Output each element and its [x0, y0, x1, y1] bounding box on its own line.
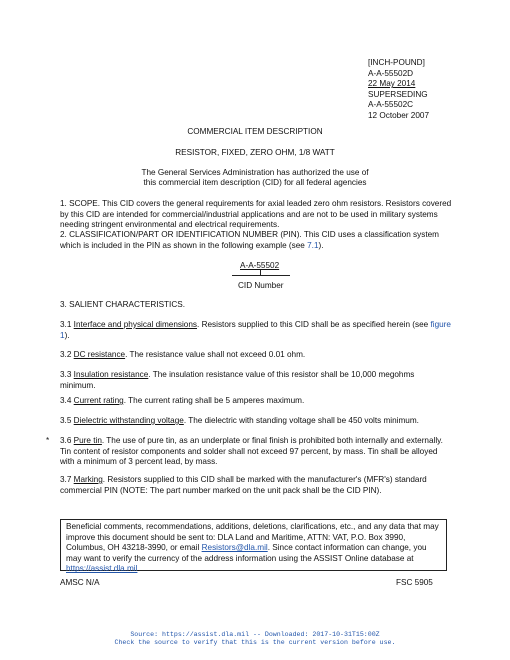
superseding-label: SUPERSEDING — [368, 89, 428, 99]
comments-text: Beneficial comments, recommendations, additions, deletions, clarifications, etc., and any data that may improve this document should be sent to: DLA Land and Maritime, ATTN: VAT, P.O. Box 3990, Columbus, OH 43218-3990, or email — [66, 522, 439, 553]
pin-pointer-line — [232, 275, 290, 276]
comments-text-2: . Since contact information can change, you may want to verify the currency of the address information using the ASSIST Online database at — [66, 543, 427, 563]
section-heading: Marking — [73, 475, 103, 484]
section-number: 3.7 — [60, 475, 74, 484]
change-marker: * — [46, 436, 50, 445]
section-heading: DC resistance — [73, 350, 126, 359]
doc-type-title: COMMERCIAL ITEM DESCRIPTION — [187, 127, 323, 136]
section-3-3 — [60, 370, 452, 391]
fsc-label: FSC 5905 — [396, 578, 433, 587]
document-date: 22 May 2014 — [368, 79, 416, 89]
doc-title: RESISTOR, FIXED, ZERO OHM, 1/8 WATT — [175, 148, 335, 157]
classification-paragraph — [60, 230, 452, 251]
assist-url-link[interactable]: https://assist.dla.mil — [66, 564, 138, 574]
document-header — [368, 58, 488, 122]
section-3-7 — [60, 475, 452, 496]
section-text: . The dielectric with standing voltage shall be 450 volts minimum. — [183, 416, 419, 425]
section-3-1 — [60, 320, 452, 341]
pin-label: CID Number — [238, 281, 284, 290]
email-link[interactable]: Resistors@dla.mil — [201, 543, 268, 553]
section-heading: Dielectric withstanding voltage — [73, 416, 184, 425]
section-tail: ). — [64, 330, 70, 340]
section-text: . The current rating shall be 5 amperes maximum. — [123, 396, 305, 405]
section-text: . Resistors supplied to this CID shall be as specified herein (see — [197, 320, 431, 329]
section-number: 3.6 — [60, 436, 74, 445]
salient-heading: 3. SALIENT CHARACTERISTICS. — [60, 300, 185, 309]
section-text: . The insulation resistance value of this resistor shall be 10,000 megohms minimum. — [60, 370, 415, 390]
section-text: . The resistance value shall not exceed 0.01 ohm. — [125, 350, 306, 359]
section-heading: Current rating — [73, 396, 124, 405]
section-7-1-link[interactable]: 7.1 — [307, 240, 319, 250]
figure-1-link[interactable]: figure 1 — [60, 320, 451, 340]
section-3-5 — [60, 416, 452, 427]
section-heading: Interface and physical dimensions — [73, 320, 198, 329]
section-3-4 — [60, 396, 452, 407]
amsc-label: AMSC N/A — [60, 578, 100, 587]
pin-example-value: A-A-55502 — [240, 261, 280, 270]
section-number: 3.3 — [60, 370, 74, 379]
section-heading: Insulation resistance — [73, 370, 149, 379]
scope-paragraph: 1. SCOPE. This CID covers the general requirements for axial leaded zero ohm resistors. Resistors covered by this CID are intended for commercial/industrial applications and are not to be used in military systems needing stringent environmental and electrical requirements. — [60, 199, 452, 230]
verify-footer: Check the source to verify that this is the current version before use. — [114, 639, 396, 646]
section-number: 3.4 — [60, 396, 74, 405]
comments-text-3: . — [137, 564, 140, 574]
comments-box — [60, 519, 447, 574]
document-number: A-A-55502D — [368, 68, 414, 78]
section-3-6 — [60, 436, 452, 468]
classification-text: 2. CLASSIFICATION/PART OR IDENTIFICATION NUMBER (PIN). This CID uses a classification system which is included in the PIN as shown in the following example (see — [60, 230, 439, 250]
section-heading: Pure tin — [73, 436, 102, 445]
section-text: . Resistors supplied to this CID shall be marked with the manufacturer's (MFR's) standard commercial PIN (NOTE: The part number marked on the unit pack shall be the CID PIN). — [60, 475, 427, 495]
superseded-number: A-A-55502C — [368, 100, 414, 110]
inch-pound-label: [INCH-POUND] — [368, 58, 425, 67]
source-footer: Source: https://assist.dla.mil -- Downloaded: 2017-10-31T15:00Z — [130, 631, 380, 638]
section-number: 3.5 — [60, 416, 74, 425]
section-3-2 — [60, 350, 452, 361]
authorization-line-2: this commercial item description (CID) for all federal agencies — [143, 178, 367, 187]
section-number: 3.2 — [60, 350, 74, 359]
classification-tail: ). — [318, 240, 324, 250]
section-text: . The use of pure tin, as an underplate or final finish is prohibited both internally and externally. Tin content of resistor components and solder shall not exceed 97 percent, by mass. Tin shall be alloyed with a minimum of 3 percent lead, by mass. — [60, 436, 443, 467]
section-number: 3.1 — [60, 320, 74, 329]
authorization-line-1: The General Services Administration has authorized the use of — [141, 168, 369, 177]
superseded-date: 12 October 2007 — [368, 110, 429, 120]
